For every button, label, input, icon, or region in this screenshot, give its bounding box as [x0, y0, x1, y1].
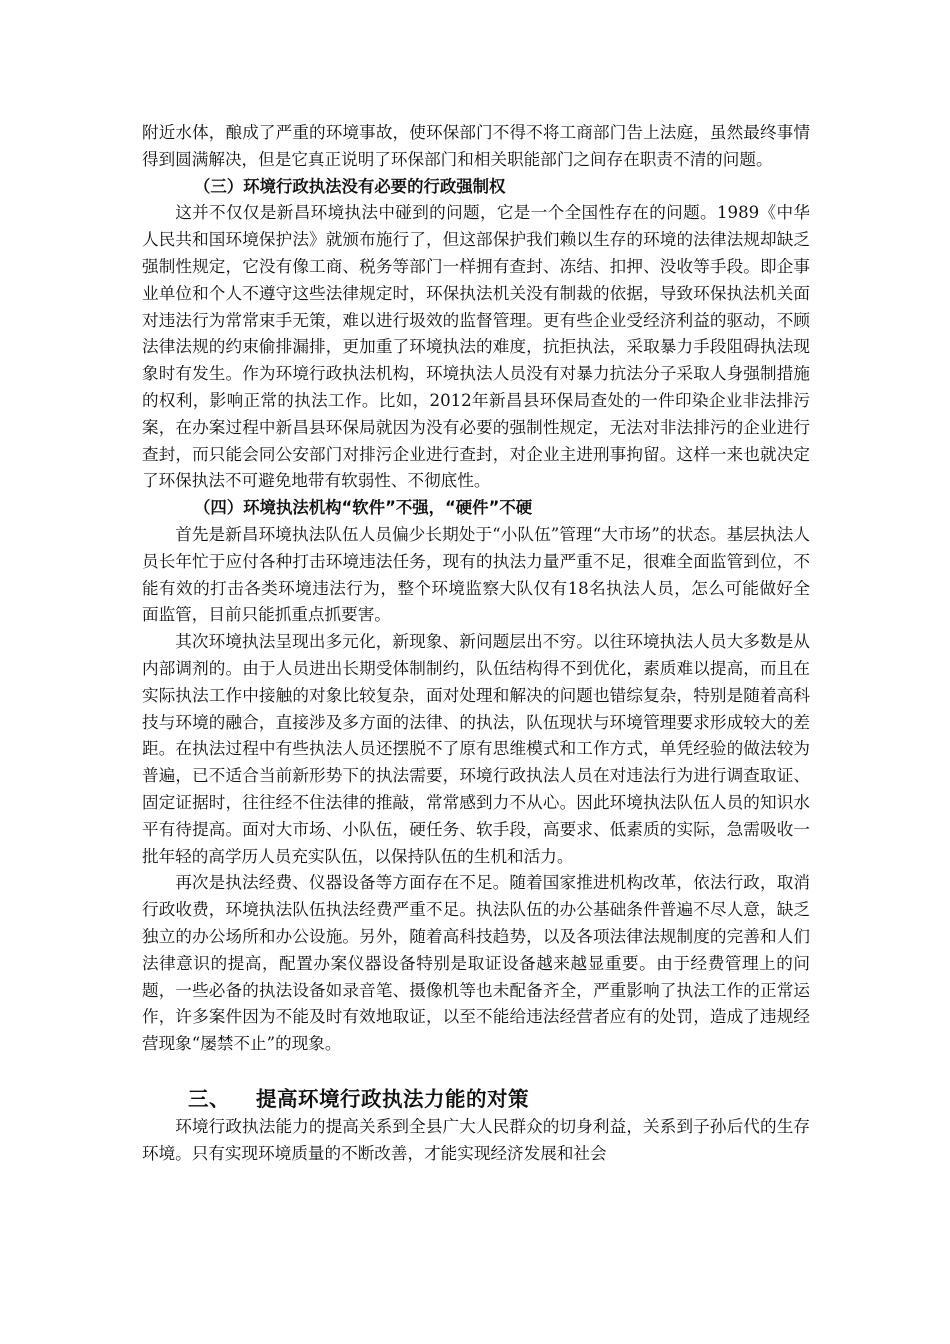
section-title [142, 1084, 810, 1114]
document-page [142, 120, 810, 1167]
subheading-4: （四）环境执法机构“软件”不强，“硬件”不硬 [194, 498, 533, 518]
section-number: 三、 [188, 1086, 230, 1111]
paragraph-diversification: 其次环境执法呈现出多元化，新现象、新问题层出不穷。以往环境执法人员大多数是从内部调剂的。由于人员进出长期受体制制约，队伍结构得不到优化，素质难以提高，而且在实际执法工作中接触的对象比较复杂，面对处理和解决的问题也错综复杂，特别是随着高科技与环境的融合，直接涉及多方面的法律、的执法，队伍现状与环境管理要求形成较大的差距。在执法过程中有些执法人员还摆脱不了原有思维模式和工作方式，单凭经验的做法较为普遍，已不适合当前新形势下的执法需要，环境行政执法人员在对违法行为进行调查取证、固定证据时，往往经不住法律的推敲，常常感到力不从心。因此环境执法队伍人员的知识水平有待提高。面对大市场、小队伍，硬任务、软手段，高要求、低素质的实际，急需吸收一批年轻的高学历人员充实队伍，以保持队伍的生机和活力。 [142, 632, 810, 866]
paragraph-funding: 再次是执法经费、仪器设备等方面存在不足。随着国家推进机构改革，依法行政，取消行政收费，环境执法队伍执法经费严重不足。执法队伍的办公基础条件普遍不尽人意，缺乏独立的办公场所和办公设施。另外，随着高科技趋势，以及各项法律法规制度的完善和人们法律意识的提高，配置办案仪器设备特别是取证设备越来越显重要。由于经费管理上的问题，一些必备的执法设备如录音笔、摄像机等也未配备齐全，严重影响了执法工作的正常运作，许多案件因为不能及时有效地取证，以至不能给违法经营者应有的处罚，造成了违规经营现象“屡禁不止”的现象。 [142, 873, 810, 1054]
paragraph-countermeasures: 环境行政执法能力的提高关系到全县广大人民群众的切身利益，关系到子孙后代的生存环境。只有实现环境质量的不断改善，才能实现经济发展和社会 [142, 1116, 810, 1163]
paragraph-continuation: 附近水体，酿成了严重的环境事故，使环保部门不得不将工商部门告上法庭，虽然最终事情得到圆满解决，但是它真正说明了环保部门和相关职能部门之间存在职责不清的问题。 [142, 123, 810, 169]
paragraph-enforcement-power: 这并不仅仅是新昌环境执法中碰到的问题，它是一个全国性存在的问题。1989《中华人民共和国环境保护法》就颁布施行了，但这部保护我们赖以生存的环境的法律法规却缺乏强制性规定，它没有像工商、税务等部门一样拥有查封、冻结、扣押、没收等手段。即企事业单位和个人不遵守这些法律规定时，环保执法机关没有制裁的依据，导致环保执法机关面对违法行为常常束手无策，难以进行圾效的监督管理。更有些企业受经济利益的驱动，不顾法律法规的约束偷排漏排，更加重了环境执法的难度，抗拒执法，采取暴力手段阻碍执法现象时有发生。作为环境行政执法机构，环境执法人员没有对暴力抗法分子采取人身强制措施的权利，影响正常的执法工作。比如，2012年新昌县环保局查处的一件印染企业非法排污案，在办案过程中新昌县环保局就因为没有必要的强制性规定，无法对非法排污的企业进行查封，而只能会同公安部门对排污企业进行查封，对企业主进刑事拘留。这样一来也就决定了环保执法不可避免地带有软弱性、不彻底性。 [142, 203, 810, 491]
paragraph-staffing: 首先是新昌环境执法队伍人员偏少长期处于“小队伍”管理“大市场”的状态。基层执法人员长年忙于应付各种打击环境违法任务，现有的执法力量严重不足，很难全面监管到位，不能有效的打击各类环境违法行为，整个环境监察大队仅有18名执法人员，怎么可能做好全面监管，目前只能抓重点抓要害。 [142, 524, 810, 625]
subheading-3: （三）环境行政执法没有必要的行政强制权 [194, 176, 506, 196]
section-title-text: 提高环境行政执法力能的对策 [256, 1086, 529, 1111]
